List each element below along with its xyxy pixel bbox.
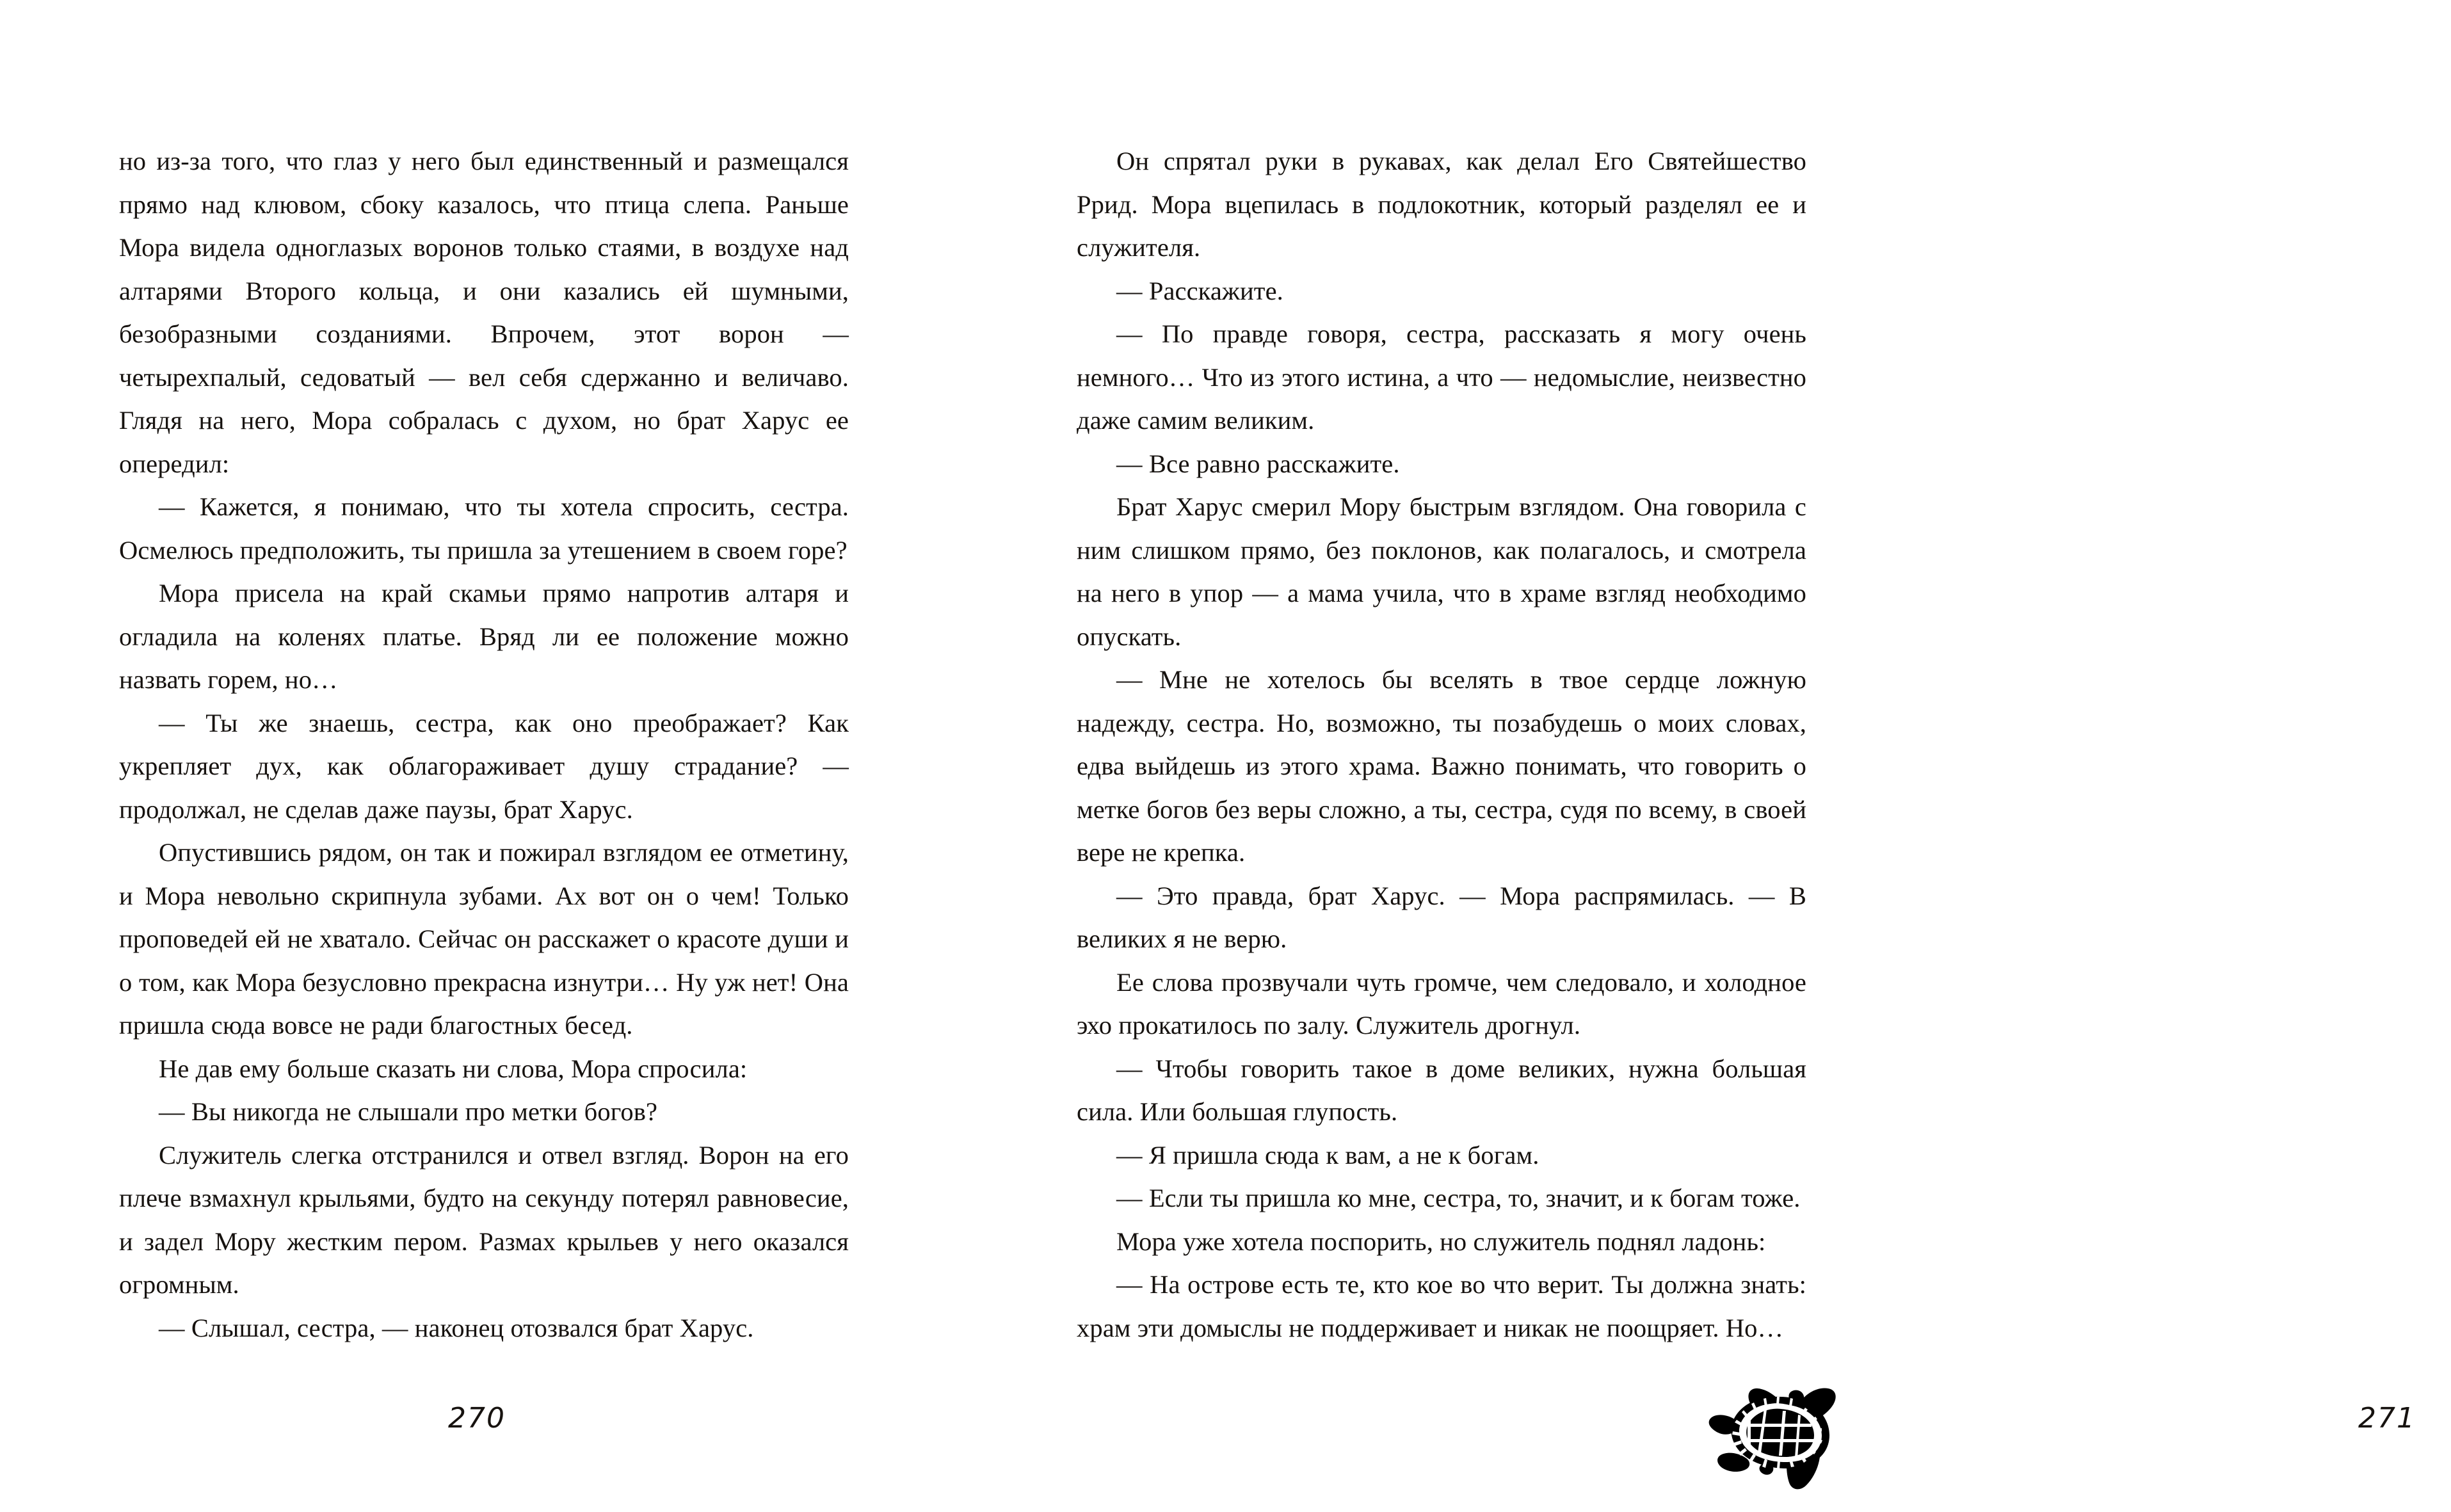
paragraph: но из-за того, что глаз у него был единственный и размещался прямо над клювом, сбоку казалось, что птица слепа. Раньше Мора видела одноглазых воронов только стаями, в воздухе над алтарями Второго кольца, и они казались ей шумными, безобразными созданиями. Впрочем, этот ворон — четырехпалый, седоватый — вел себя сдержанно и величаво. Глядя на него, Мора собралась с духом, но брат Харус ее опередил: [119, 147, 849, 478]
paragraph: Ее слова прозвучали чуть громче, чем следовало, и холодное эхо прокатилось по залу. Служитель дрогнул. [1077, 967, 1806, 1040]
paragraph: Мора присела на край скамьи прямо напротив алтаря и огладила на коленях платье. Вряд ли ее положение можно назвать горем, но… [119, 579, 849, 694]
paragraph: Он спрятал руки в рукавах, как делал Его Святейшество Ррид. Мора вцепилась в подлокотник, который разделял ее и служителя. [1077, 147, 1806, 262]
left-page-textblock [119, 140, 849, 1349]
paragraph: — Мне не хотелось бы вселять в твое сердце ложную надежду, сестра. Но, возможно, ты позабудешь о моих словах, едва выйдешь из этого храма. Важно понимать, что говорить о метке богов без веры сложно, а ты, сестра, судя по всему, в своей вере не крепка. [1077, 665, 1806, 867]
left-page [0, 0, 945, 1512]
paragraph: — Ты же знаешь, сестра, как оно преображает? Как укрепляет дух, как облагораживает душу страдание? — продолжал, не сделав даже паузы, брат Харус. [119, 708, 849, 824]
paragraph: — Если ты пришла ко мне, сестра, то, значит, и к богам тоже. [1116, 1184, 1801, 1212]
paragraph: — Вы никогда не слышали про метки богов? [159, 1097, 658, 1126]
paragraph: — Расскажите. [1116, 276, 1283, 305]
paragraph: Опустившись рядом, он так и пожирал взглядом ее отметину, и Мора невольно скрипнула зубами. Ах вот он о чем! Только проповедей ей не хватало. Сейчас он расскажет о красоте души и о том, как Мора безусловно прекрасна изнутри… Ну уж нет! Она пришла сюда вовсе не ради благостных бесед. [119, 838, 849, 1040]
page-number-right: 271 [2358, 1402, 2416, 1435]
paragraph: Брат Харус смерил Мору быстрым взглядом. Она говорила с ним слишком прямо, без поклонов, как полагалось, и смотрела на него в упор — а мама учила, что в храме взгляд необходимо опускать. [1077, 492, 1806, 651]
sea-turtle-icon [1690, 1362, 1882, 1506]
paragraph: Служитель слегка отстранился и отвел взгляд. Ворон на его плече взмахнул крыльями, будто на секунду потерял равновесие, и задел Мору жестким пером. Размах крыльев у него оказался огромным. [119, 1140, 849, 1299]
paragraph: — На острове есть те, кто кое во что верит. Ты должна знать: храм эти домыслы не поддерживает и никак не поощряет. Но… [1077, 1270, 1806, 1342]
page-number-left: 270 [448, 1402, 506, 1435]
paragraph: — Все равно расскажите. [1116, 449, 1400, 478]
paragraph: — Я пришла сюда к вам, а не к богам. [1116, 1140, 1539, 1170]
paragraph: — Это правда, брат Харус. — Мора распрямилась. — В великих я не верю. [1077, 881, 1806, 953]
paragraph: Не дав ему больше сказать ни слова, Мора спросила: [159, 1054, 748, 1083]
paragraph: — По правде говоря, сестра, рассказать я могу очень немного… Что из этого истина, а что — недомыслие, неизвестно даже самим великим. [1077, 319, 1806, 435]
right-page-textblock [1077, 140, 1806, 1349]
right-page [945, 0, 2416, 1512]
paragraph: — Чтобы говорить такое в доме великих, нужна большая сила. Или большая глупость. [1077, 1054, 1806, 1126]
paragraph: — Кажется, я понимаю, что ты хотела спросить, сестра. Осмелюсь предположить, ты пришла за утешением в своем горе? [119, 492, 849, 565]
paragraph: — Слышал, сестра, — наконец отозвался брат Харус. [159, 1313, 754, 1342]
paragraph: Мора уже хотела поспорить, но служитель поднял ладонь: [1116, 1226, 1766, 1256]
